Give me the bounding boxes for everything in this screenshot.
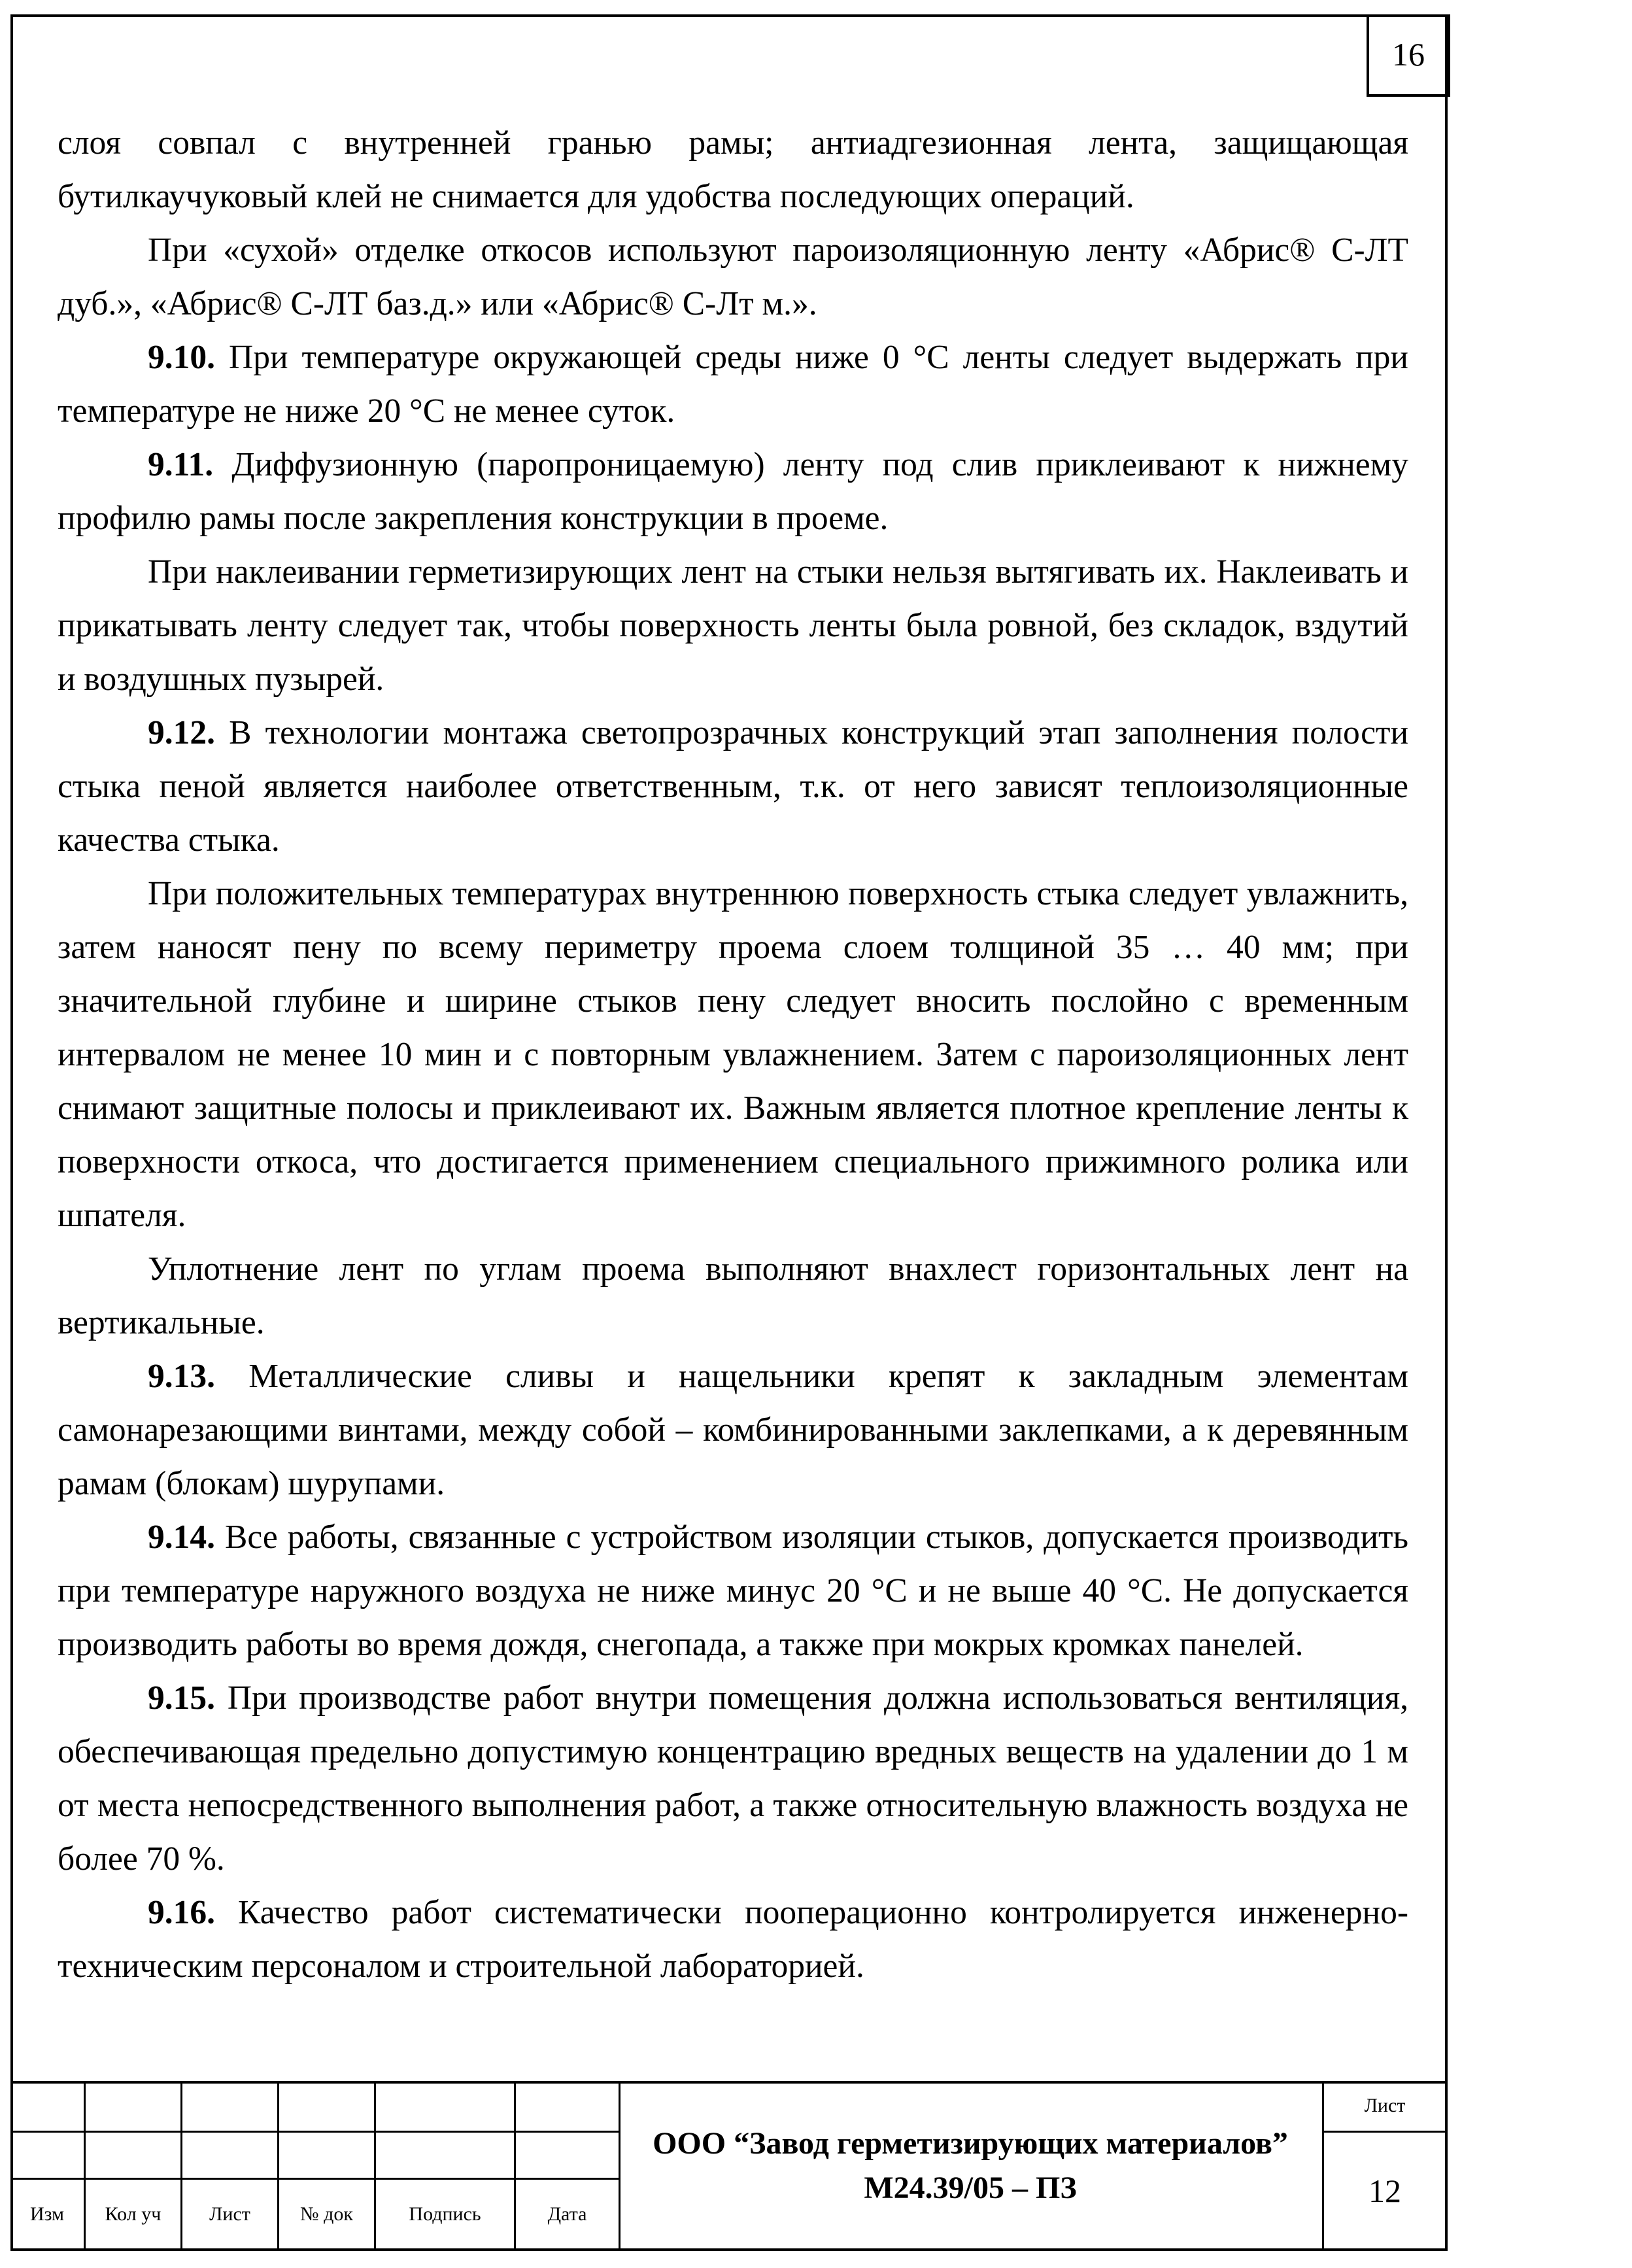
paragraph-text: При «сухой» отделке откосов используют пароизоляционную ленту «Абрис® С-ЛТ дуб.», «Абрис® С-ЛТ баз.д.» или «Абрис® С-Лт м.». [58, 232, 1408, 322]
paragraph [58, 1511, 1408, 1672]
paragraph [58, 1886, 1408, 1993]
col-izm: Изм [29, 2203, 65, 2225]
paragraph-text: Уплотнение лент по углам проема выполняют внахлест горизонтальных лент на вертикальные. [58, 1250, 1408, 1341]
col-kol-uch: Кол уч [105, 2203, 162, 2225]
organization-name: ООО “Завод герметизирующих материалов” [653, 2126, 1288, 2161]
paragraph [58, 438, 1408, 545]
section-number: 9.12. [148, 714, 215, 751]
paragraph [58, 867, 1408, 1243]
col-date: Дата [547, 2203, 587, 2225]
paragraph-text: Металлические сливы и нащельники крепят к закладным элементам самонарезающими винтами, между собой – комбинированными заклепками, а к деревянным рамам (блокам) шурупами. [58, 1358, 1409, 1502]
paragraph-text: Диффузионную (паропроницаемую) ленту под слив приклеивают к нижнему профилю рамы после закрепления конструкции в проеме. [58, 446, 1408, 537]
sheet-label: Лист [1364, 2095, 1406, 2116]
col-signature: Подпись [409, 2203, 481, 2225]
paragraph [58, 116, 1408, 224]
paragraph-text: При температуре окружающей среды ниже 0 °С ленты следует выдержать при температуре не ниже 20 °С не менее суток. [58, 339, 1408, 430]
paragraph-text: Качество работ систематически пооперационно контролируется инженерно-техническим персоналом и строительной лабораторией. [58, 1894, 1409, 1985]
paragraph [58, 224, 1408, 331]
paragraph [58, 1243, 1408, 1350]
paragraph-text: слоя совпал с внутренней гранью рамы; антиадгезионная лента, защищающая бутилкаучуковый клей не снимается для удобства последующих операций. [58, 124, 1408, 215]
organization-block [619, 2081, 1322, 2251]
paragraph-text: При производстве работ внутри помещения должна использоваться вентиляция, обеспечивающая предельно допустимую концентрацию вредных веществ на удалении до 1 м от места непосредственного выполнения работ, а также относительную влажность воздуха не более 70 %. [58, 1679, 1409, 1878]
paragraph [58, 331, 1408, 438]
section-number: 9.13. [148, 1358, 215, 1395]
section-number: 9.10. [148, 339, 215, 376]
col-list: Лист [209, 2203, 250, 2225]
document-code: М24.39/05 – ПЗ [864, 2171, 1077, 2205]
section-number: 9.11. [148, 446, 214, 483]
sheet-number: 12 [1368, 2173, 1401, 2209]
col-doc-number: № док [300, 2203, 353, 2225]
paragraph-text: При наклеивании герметизирующих лент на стыки нельзя вытягивать их. Наклеивать и прикатывать ленту следует так, чтобы поверхность ленты была ровной, без складок, вздутий и воздушных пузырей. [58, 553, 1408, 698]
paragraph [58, 545, 1408, 706]
paragraph-text: Все работы, связанные с устройством изоляции стыков, допускается производить при температуре наружного воздуха не ниже минус 20 °С и не выше 40 °С. Не допускается производить работы во время дождя, снегопада, а также при мокрых кромках панелей. [58, 1519, 1408, 1663]
paragraph [58, 1672, 1408, 1886]
section-number: 9.14. [148, 1519, 215, 1556]
paragraph-text: В технологии монтажа светопрозрачных конструкций этап заполнения полости стыка пеной является наиболее ответственным, т.к. от него зависят теплоизоляционные качества стыка. [58, 714, 1409, 859]
section-number: 9.15. [148, 1679, 215, 1717]
page-number: 16 [1367, 14, 1450, 97]
section-number: 9.16. [148, 1894, 215, 1931]
paragraph [58, 1350, 1408, 1511]
paragraph [58, 706, 1408, 867]
title-block [10, 2081, 1448, 2251]
document-body [58, 116, 1408, 1993]
paragraph-text: При положительных температурах внутреннюю поверхность стыка следует увлажнить, затем наносят пену по всему периметру проема слоем толщиной 35 … 40 мм; при значительной глубине и ширине стыков пену следует вносить послойно с временным интервалом не менее 10 мин и с повторным увлажнением. Затем с пароизоляционных лент снимают защитные полосы и приклеивают их. Важным является плотное крепление ленты к поверхности откоса, что достигается применением специального прижимного ролика или шпателя. [58, 875, 1408, 1234]
